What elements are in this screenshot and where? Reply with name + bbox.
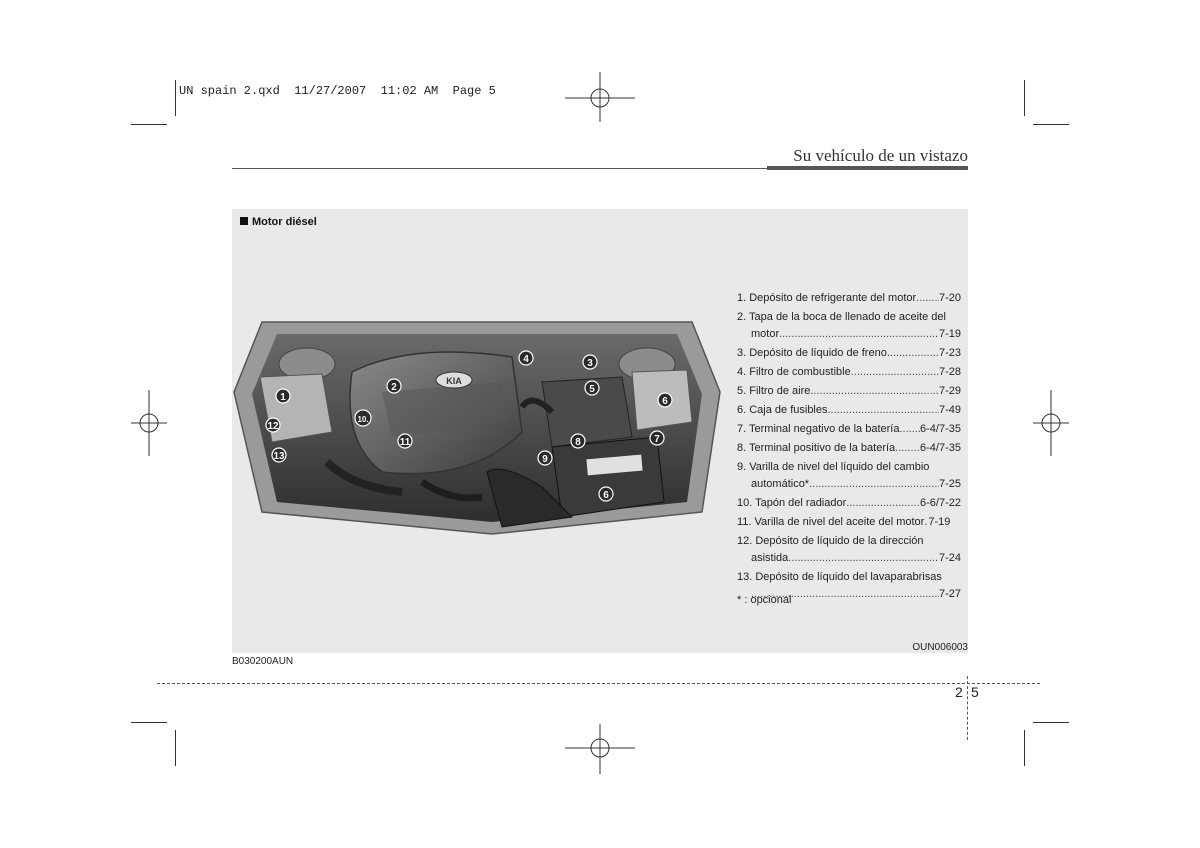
list-item: 10. Tapón del radiador ..... 6-6/7-22 xyxy=(737,495,961,512)
list-item: 4. Filtro de combustible ..... 7-28 xyxy=(737,364,961,381)
header-rule xyxy=(232,168,767,169)
registration-mark-top xyxy=(565,72,635,122)
panel-title xyxy=(240,216,317,228)
parts-list xyxy=(737,290,961,605)
page-divider xyxy=(967,676,968,740)
callout-marker xyxy=(599,487,613,501)
list-item: 13. Depósito de líquido del lavaparabrisas ..... 7-27 xyxy=(737,569,961,603)
callout-marker xyxy=(519,351,533,365)
callout-marker xyxy=(272,448,286,462)
list-item: 6. Caja de fusibles ..... 7-49 xyxy=(737,402,961,419)
svg-text:6: 6 xyxy=(603,490,609,501)
registration-mark-bottom xyxy=(565,724,635,774)
callout-marker xyxy=(650,431,664,445)
svg-text:8: 8 xyxy=(575,437,581,448)
callout-layer xyxy=(232,312,722,537)
crop-mark xyxy=(1024,80,1025,116)
list-item: 3. Depósito de líquido de freno ..... 7-23 xyxy=(737,345,961,362)
crop-mark xyxy=(1024,730,1025,766)
callout-marker xyxy=(398,434,412,448)
crop-mark xyxy=(1033,722,1069,723)
section-title: Su vehículo de un vistazo xyxy=(793,146,968,165)
chapter-number: 2 xyxy=(955,684,963,700)
section-code: B030200AUN xyxy=(232,656,294,667)
svg-text:13: 13 xyxy=(273,451,285,462)
print-header: UN spain 2.qxd 11/27/2007 11:02 AM Page 5 xyxy=(179,84,496,98)
callout-marker xyxy=(355,410,371,426)
svg-text:2: 2 xyxy=(391,382,397,393)
callout-marker xyxy=(585,381,599,395)
list-item: 2. Tapa de la boca de llenado de aceite del motor ..... 7-19 xyxy=(737,309,961,343)
list-item: 7. Terminal negativo de la batería ..... 6-4/7-35 xyxy=(737,421,961,438)
callout-marker xyxy=(538,451,552,465)
svg-text:9: 9 xyxy=(542,454,548,465)
svg-text:1: 1 xyxy=(280,392,286,403)
callout-marker xyxy=(387,379,401,393)
crop-mark xyxy=(131,124,167,125)
callout-marker xyxy=(266,418,280,432)
svg-text:7: 7 xyxy=(654,434,660,445)
registration-mark-right xyxy=(1033,390,1069,456)
svg-text:4: 4 xyxy=(523,354,529,365)
registration-mark-left xyxy=(131,390,167,456)
list-item: 9. Varilla de nivel del líquido del cambio automático* ..... 7-25 xyxy=(737,459,961,493)
list-item: 5. Filtro de aire ..... 7-29 xyxy=(737,383,961,400)
panel-title-text: Motor diésel xyxy=(252,216,317,228)
list-item: 11. Varilla de nivel del aceite del motor ..... 7-19 xyxy=(737,514,961,531)
footer-rule xyxy=(157,683,1040,684)
kia-logo: KIA xyxy=(446,376,462,386)
header-rule-accent xyxy=(767,166,968,170)
svg-text:6: 6 xyxy=(662,396,668,407)
callout-marker xyxy=(571,434,585,448)
page-number: 5 xyxy=(971,684,979,700)
crop-mark xyxy=(175,730,176,766)
footnote: * : opcional xyxy=(737,594,792,606)
svg-text:3: 3 xyxy=(587,358,593,369)
square-bullet-icon xyxy=(240,217,248,225)
callout-marker xyxy=(658,393,672,407)
list-item: 1. Depósito de refrigerante del motor ..... 7-20 xyxy=(737,290,961,307)
callout-marker xyxy=(583,355,597,369)
crop-mark xyxy=(1033,124,1069,125)
list-item: 12. Depósito de líquido de la dirección asistida ..... 7-24 xyxy=(737,533,961,567)
image-code: OUN006003 xyxy=(912,642,968,653)
svg-text:5: 5 xyxy=(589,384,595,395)
list-item: 8. Terminal positivo de la batería ..... 6-4/7-35 xyxy=(737,440,961,457)
crop-mark xyxy=(131,722,167,723)
svg-text:12: 12 xyxy=(267,421,279,432)
callout-marker xyxy=(276,389,290,403)
svg-text:11: 11 xyxy=(399,437,411,448)
crop-mark xyxy=(175,80,176,116)
svg-text:10.: 10. xyxy=(357,415,369,424)
